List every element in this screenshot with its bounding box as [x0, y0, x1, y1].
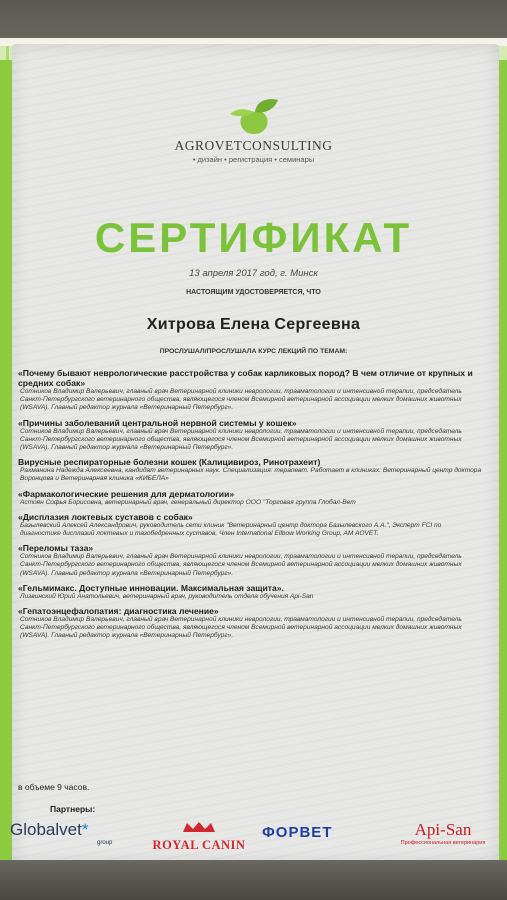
globalvet-sub: group [97, 840, 113, 846]
lecture-speaker: Сотников Владимир Валерьевич, главный врач Ветеринарной клиники неврологии, травматологии и интенсивной терапии, председатель Санкт-Петербургского ветеринарного общества, являющегося членом Всемирной ветеринарной ассоциации мелких домашних животных (WSAVA). Главный редактор журнала «Ветеринарный Петербург». [20, 388, 462, 412]
lecture-item [18, 489, 482, 507]
lecture-title: «Фармакологические решения для дерматологии» [18, 488, 235, 499]
lecture-item [18, 418, 482, 453]
apisan-name: Api-San [414, 820, 472, 839]
partners-label: Партнеры: [50, 804, 96, 814]
lecture-title: Вирусные респираторные болезни кошек (Калицивироз, Ринотрахеит) [18, 457, 321, 468]
date-place: 13 апреля 2017 год, г. Минск [189, 268, 318, 279]
listened-text: ПРОСЛУШАЛ/ПРОСЛУШАЛА КУРС ЛЕКЦИЙ ПО ТЕМАМ: [159, 348, 348, 355]
crown-icon [179, 821, 219, 833]
globalvet-star: * [81, 820, 89, 839]
lecture-item [18, 543, 482, 578]
globalvet-name: Globalvet [10, 820, 82, 839]
globalvet-logo [10, 820, 88, 840]
royal-canin-logo [146, 820, 252, 853]
lecture-item [18, 457, 482, 483]
apisan-sub: Профессиональная ветеринария [400, 840, 486, 846]
lecture-speaker: Базылевский Алексей Александрович, руководитель сети клиник "Ветеринарный центр доктора Базылевского А.А.", Эксперт FCI по диагностике дисплазий локтевых и тазобедренных суставов, Член International Ellbow Working Group, AM AOVET. [20, 521, 442, 538]
brand-tagline: • дизайн • регистрация • семинары [192, 155, 315, 164]
lecture-item [18, 583, 482, 601]
lecture-item [18, 512, 482, 538]
lecture-title: «Почему бывают неврологические расстройства у собак карликовых пород? В чем отличие от крупных и средних собак» [18, 368, 473, 388]
lecture-speaker: Рахманина Надежда Алексеевна, кандидат ветеринарных наук. Специализация: терапевт. Работает в клиниках: Ветеринарный центр доктора Воронцова и Ветеринарная клиника «КИБЕЛА» [20, 467, 482, 483]
brand-name: AGROVETCONSULTING [174, 138, 333, 153]
royal-canin-text: ROYAL CANIN [152, 838, 246, 852]
lecture-title: «Переломы таза» [18, 543, 94, 554]
lecture-speaker: Сотников Владимир Валерьевич, главный врач Ветеринарной клиники неврологии, травматологии и интенсивной терапии, председатель Санкт-Петербургского ветеринарного общества, являющегося членом Всемирной ветеринарной ассоциации мелких домашних животных (WSAVA). Главный редактор журнала «Ветеринарный Петербург». [20, 553, 462, 577]
apisan-logo [388, 820, 498, 846]
lecture-title: «Гепатоэнцефалопатия: диагностика лечение» [18, 606, 219, 617]
lecture-speaker: Сотников Владимир Валерьевич, главный врач Ветеринарной клиники неврологии, травматологии и интенсивной терапии, председатель Санкт-Петербургского ветеринарного общества, являющегося членом Всемирной ветеринарной ассоциации мелких домашних животных (WSAVA). Главный редактор журнала «Ветеринарный Петербург». [20, 427, 462, 452]
lecture-title: «Причины заболеваний центральной нервной системы у кошек» [18, 417, 297, 428]
certify-text: НАСТОЯЩИМ УДОСТОВЕРЯЕТСЯ, ЧТО [186, 289, 321, 296]
lecture-list [18, 368, 482, 646]
holder-name: Хитрова Елена Сергеевна [146, 316, 361, 333]
forvet-logo: ФОРВЕТ [262, 824, 333, 841]
lecture-item [18, 606, 482, 641]
lecture-title: «Гельмимакс. Доступные инновации. Максимальная защита». [18, 582, 284, 593]
lecture-item [18, 368, 482, 413]
partner-logos [0, 820, 507, 856]
agrovet-logo [0, 94, 507, 164]
total-hours: в объеме 9 часов. [18, 782, 90, 792]
lecture-title: «Дисплазия локтевых суставов с собак» [18, 511, 193, 522]
lecture-speaker: Лизвинский Юрий Анатольевич, ветеринарный врач, руководитель отдела обучения Api-San [20, 592, 314, 600]
lecture-speaker: Астоян Софья Борисовна, ветеринарный врач, генеральный директор ООО "Торговая группа Глобал-Вет [20, 498, 356, 506]
apple-leaf-icon [224, 94, 284, 138]
certificate-title: СЕРТИФИКАТ [94, 214, 413, 261]
photo-background-bottom [0, 860, 507, 900]
lecture-speaker: Сотников Владимир Валерьевич, главный врач Ветеринарной клиники неврологии, травматологии и интенсивной терапии, председатель Санкт-Петербургского ветеринарного общества, являющегося членом Всемирной ветеринарной ассоциации мелких домашних животных (WSAVA). Главный редактор журнала «Ветеринарный Петербург». [20, 616, 462, 640]
